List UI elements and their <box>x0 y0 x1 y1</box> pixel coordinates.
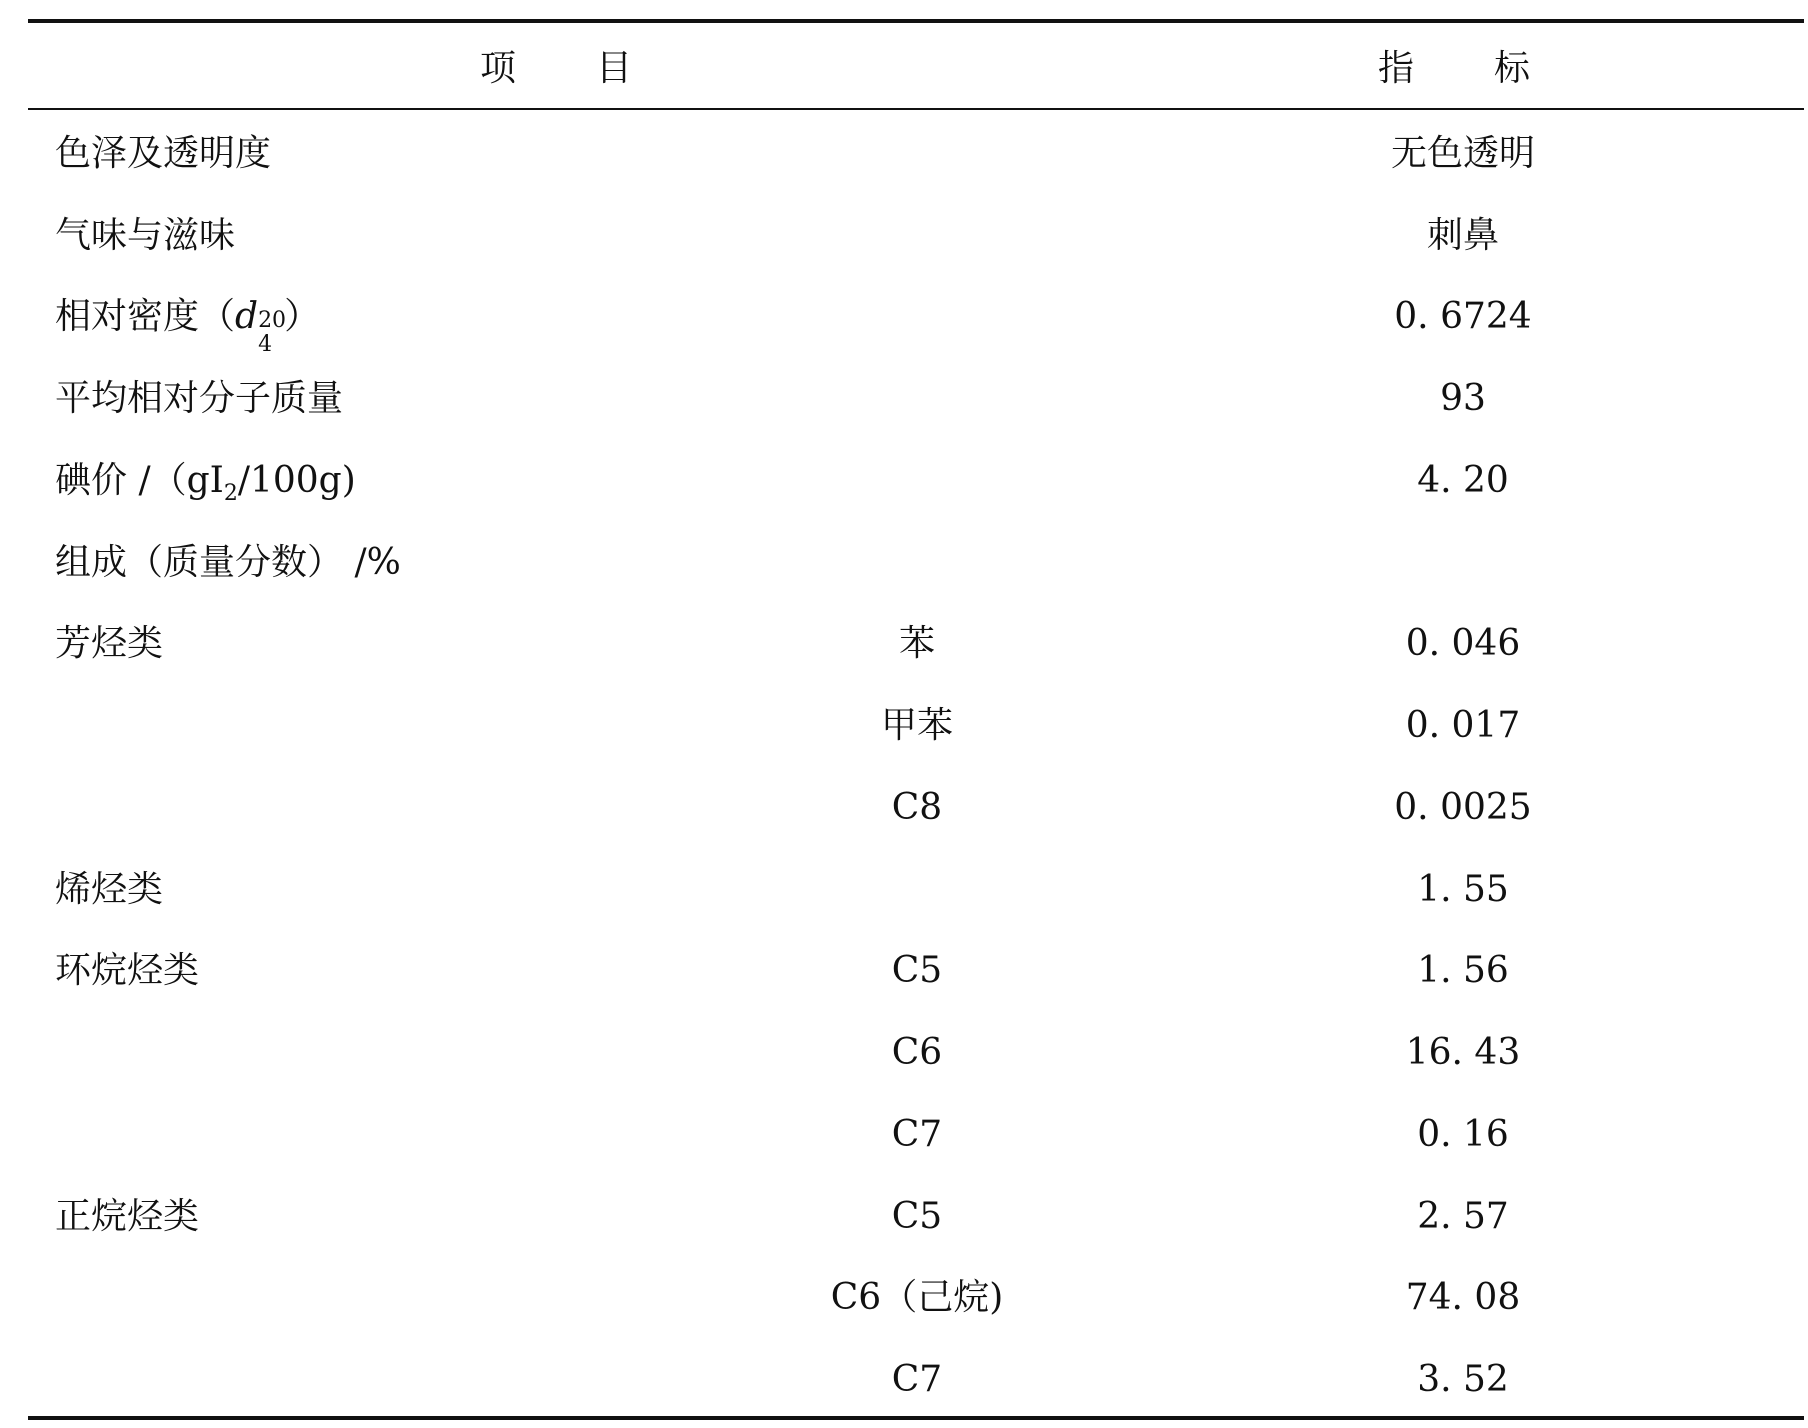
row-value: 16. 43 <box>1405 1032 1521 1073</box>
header-index-char-2: 标 <box>1494 48 1531 89</box>
header-index <box>1378 45 1530 93</box>
row-value: 0. 0025 <box>1394 787 1532 828</box>
row-name-section: 组成（质量分数） /% <box>55 542 401 583</box>
table-bottom-rule <box>28 1416 1804 1420</box>
table-header-rule <box>28 108 1804 110</box>
row-name: 气味与滋味 <box>55 215 236 256</box>
iodine-prefix: 碘价 /（gI <box>55 460 224 501</box>
header-index-char-1: 指 <box>1378 48 1415 89</box>
row-sub: 甲苯 <box>880 705 953 746</box>
iodine-suffix: /100g) <box>237 460 356 501</box>
row-value: 93 <box>1440 378 1486 419</box>
row-value: 2. 57 <box>1417 1196 1509 1237</box>
row-value: 4. 20 <box>1417 460 1509 501</box>
row-name: 色泽及透明度 <box>55 133 272 174</box>
row-name: 平均相对分子质量 <box>55 378 344 419</box>
row-sub: C7 <box>891 1114 943 1155</box>
density-variable: d <box>235 296 259 337</box>
row-value: 0. 046 <box>1405 623 1521 664</box>
row-name: 正烷烃类 <box>55 1196 200 1237</box>
row-sub: C6 <box>891 1032 943 1073</box>
row-sub: C6（己烷) <box>830 1277 1004 1318</box>
row-sub: 苯 <box>898 623 935 664</box>
row-name: 烯烃类 <box>55 869 164 910</box>
row-sub: C5 <box>891 950 943 991</box>
density-prefix: 相对密度（ <box>55 296 236 337</box>
row-value: 1. 55 <box>1417 869 1509 910</box>
row-value: 3. 52 <box>1417 1359 1509 1400</box>
header-item <box>480 45 632 93</box>
row-sub: C7 <box>891 1359 943 1400</box>
row-value: 无色透明 <box>1390 133 1535 174</box>
header-item-char-1: 项 <box>480 48 517 89</box>
density-suffix: ） <box>284 296 321 337</box>
row-value: 刺鼻 <box>1426 215 1499 256</box>
row-value: 0. 6724 <box>1394 296 1532 337</box>
row-value: 74. 08 <box>1405 1277 1521 1318</box>
table-top-rule <box>28 19 1804 23</box>
iodine-subscript: 2 <box>223 481 238 506</box>
row-name-iodine <box>55 457 356 505</box>
row-name: 环烷烃类 <box>55 950 200 991</box>
row-sub: C8 <box>891 787 943 828</box>
row-sub: C5 <box>891 1196 943 1237</box>
row-name-density: 相对密度（d 20 4 ） <box>55 296 321 357</box>
row-value: 0. 16 <box>1417 1114 1509 1155</box>
row-name: 芳烃类 <box>55 623 164 664</box>
row-value: 0. 017 <box>1405 705 1521 746</box>
row-value: 1. 56 <box>1417 950 1509 991</box>
header-item-char-2: 目 <box>596 48 633 89</box>
